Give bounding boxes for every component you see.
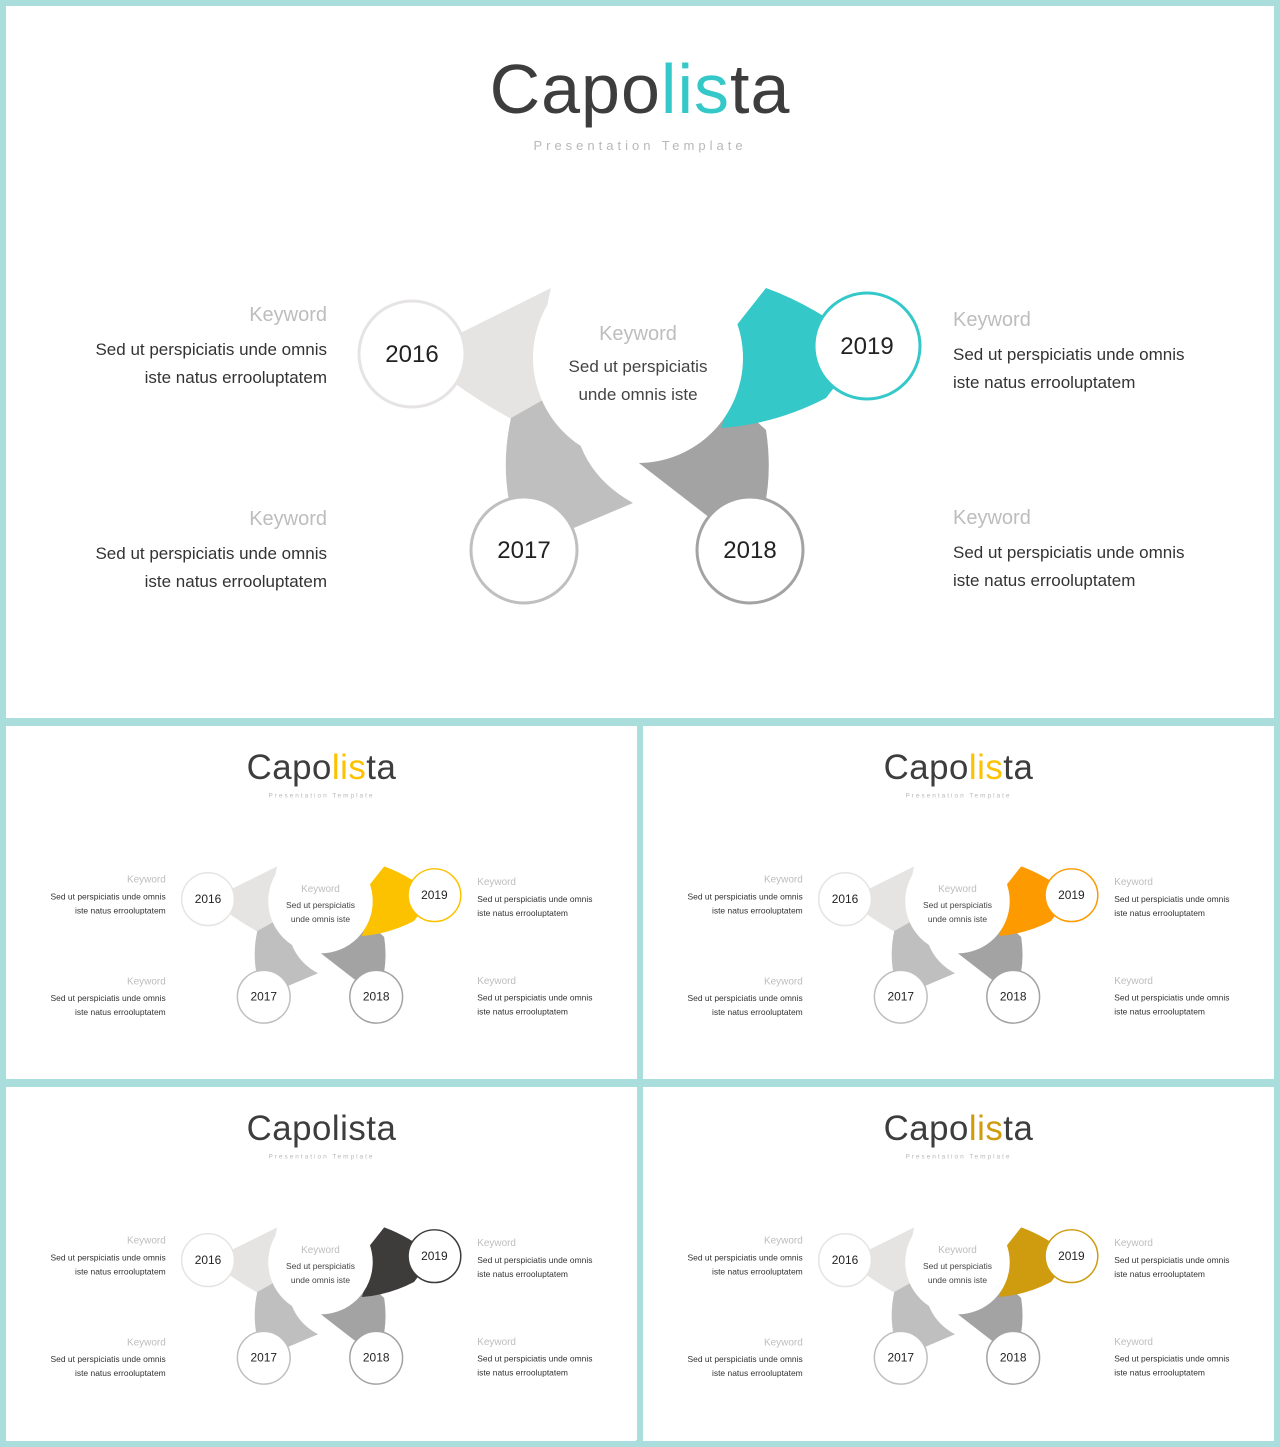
text-block-2019 — [1114, 876, 1243, 921]
center-line2: unde omnis iste — [578, 385, 698, 404]
text-block-2016 — [673, 873, 802, 918]
block-line1: Sed ut perspiciatis unde omnis — [687, 1354, 803, 1365]
block-line2: iste natus errooluptatem — [953, 373, 1136, 392]
block-keyword: Keyword — [1114, 876, 1153, 888]
text-block-2019 — [477, 876, 606, 921]
center-line2: unde omnis iste — [927, 914, 988, 925]
brand-title-highlight: lis — [968, 1108, 1004, 1148]
year-label-2018: 2018 — [723, 537, 777, 564]
brand-subtitle: Presentation Template — [905, 791, 1012, 800]
year-label-2016: 2016 — [831, 1253, 859, 1268]
year-label-2018: 2018 — [362, 989, 390, 1004]
slide-thumbnail-dark[interactable] — [6, 1087, 637, 1440]
block-line1: Sed ut perspiciatis unde omnis — [50, 892, 166, 902]
year-label-2019: 2019 — [421, 888, 448, 903]
block-line1: Sed ut perspiciatis unde omnis — [477, 1255, 593, 1266]
center-line1: Sed ut perspiciatis — [568, 357, 708, 376]
text-block-2016 — [36, 1234, 165, 1279]
year-label-2017: 2017 — [250, 989, 278, 1004]
text-block-2019 — [953, 307, 1213, 397]
block-line1: Sed ut perspiciatis unde omnis — [50, 1253, 166, 1263]
block-line2: iste natus errooluptatem — [477, 1368, 568, 1378]
brand-title-part1: Capo — [489, 50, 661, 128]
block-keyword: Keyword — [477, 1237, 516, 1249]
center-keyword: Keyword — [301, 884, 340, 896]
text-block-2016 — [36, 873, 165, 918]
block-line1: Sed ut perspiciatis unde omnis — [687, 1253, 803, 1263]
slide-thumbnail-gold[interactable] — [643, 1087, 1274, 1440]
block-keyword: Keyword — [477, 1336, 516, 1348]
slide-main[interactable] — [6, 6, 1274, 718]
block-line2: iste natus errooluptatem — [711, 906, 803, 916]
year-label-2019: 2019 — [1058, 1249, 1085, 1264]
text-block-2017 — [673, 1336, 802, 1381]
block-keyword: Keyword — [764, 975, 803, 987]
block-line1: Sed ut perspiciatis unde omnis — [687, 993, 803, 1004]
block-keyword: Keyword — [249, 304, 327, 326]
block-line2: iste natus errooluptatem — [144, 572, 327, 591]
text-block-2019 — [1114, 1237, 1243, 1282]
brand-subtitle: Presentation Template — [268, 791, 375, 800]
block-line1: Sed ut perspiciatis unde omnis — [953, 543, 1185, 562]
text-block-2019 — [477, 1237, 606, 1282]
year-label-2019: 2019 — [1058, 888, 1085, 903]
block-keyword: Keyword — [764, 1235, 803, 1247]
block-keyword: Keyword — [477, 975, 516, 987]
year-label-2018: 2018 — [999, 989, 1027, 1004]
block-line1: Sed ut perspiciatis unde omnis — [1114, 1255, 1230, 1266]
block-line2: iste natus errooluptatem — [711, 1267, 803, 1277]
block-line1: Sed ut perspiciatis unde omnis — [687, 892, 803, 902]
block-keyword: Keyword — [127, 874, 166, 886]
center-line1: Sed ut perspiciatis — [286, 1261, 355, 1272]
brand-title-part3: ta — [730, 50, 791, 128]
text-block-2017 — [67, 506, 327, 596]
year-label-2019: 2019 — [840, 333, 894, 360]
center-line1: Sed ut perspiciatis — [286, 900, 355, 911]
block-keyword: Keyword — [127, 1235, 166, 1247]
year-label-2016: 2016 — [194, 1253, 222, 1268]
year-label-2017: 2017 — [887, 1350, 915, 1365]
year-label-2016: 2016 — [385, 341, 439, 368]
block-line1: Sed ut perspiciatis unde omnis — [95, 544, 327, 563]
text-block-2018 — [1114, 974, 1243, 1019]
center-keyword: Keyword — [301, 1245, 340, 1257]
block-line1: Sed ut perspiciatis unde omnis — [1114, 894, 1230, 905]
block-keyword: Keyword — [764, 874, 803, 886]
brand-title-part1: Capo — [883, 1108, 969, 1148]
block-line2: iste natus errooluptatem — [1114, 1007, 1205, 1017]
center-keyword: Keyword — [938, 1245, 977, 1257]
block-line1: Sed ut perspiciatis unde omnis — [1114, 1354, 1230, 1364]
brand-title-part3: ta — [366, 747, 397, 787]
center-line1: Sed ut perspiciatis — [923, 1261, 992, 1272]
brand-title-part1: Capo — [246, 1108, 332, 1148]
text-block-2018 — [477, 974, 606, 1019]
year-label-2016: 2016 — [194, 892, 222, 907]
block-keyword: Keyword — [953, 309, 1031, 331]
year-label-2016: 2016 — [831, 892, 859, 907]
block-line2: iste natus errooluptatem — [953, 571, 1136, 590]
text-block-2017 — [673, 975, 802, 1020]
year-label-2017: 2017 — [497, 537, 551, 564]
brand-title-highlight: lis — [331, 747, 367, 787]
block-line2: iste natus errooluptatem — [711, 1007, 803, 1018]
block-keyword: Keyword — [477, 876, 516, 888]
text-block-2017 — [36, 975, 165, 1020]
slide-separator — [636, 718, 643, 1447]
center-line2: unde omnis iste — [927, 1275, 988, 1286]
block-line1: Sed ut perspiciatis unde omnis — [477, 894, 593, 905]
text-block-2016 — [67, 302, 327, 392]
block-keyword: Keyword — [1114, 1336, 1153, 1348]
slide-thumbnail-orange[interactable] — [643, 726, 1274, 1079]
block-line2: iste natus errooluptatem — [74, 906, 166, 916]
year-label-2017: 2017 — [887, 989, 915, 1004]
center-line2: unde omnis iste — [290, 914, 351, 925]
block-line1: Sed ut perspiciatis unde omnis — [477, 993, 593, 1003]
block-line2: iste natus errooluptatem — [74, 1368, 166, 1379]
block-keyword: Keyword — [127, 1336, 166, 1348]
year-label-2017: 2017 — [250, 1350, 278, 1365]
block-keyword: Keyword — [764, 1336, 803, 1348]
center-line2: unde omnis iste — [290, 1275, 351, 1286]
block-line2: iste natus errooluptatem — [711, 1368, 803, 1379]
brand-subtitle: Presentation Template — [533, 138, 747, 153]
center-keyword: Keyword — [599, 323, 677, 345]
block-line1: Sed ut perspiciatis unde omnis — [477, 1354, 593, 1364]
block-keyword: Keyword — [1114, 975, 1153, 987]
brand-title-part3: ta — [366, 1108, 397, 1148]
block-line2: iste natus errooluptatem — [1114, 1269, 1205, 1280]
center-keyword: Keyword — [938, 884, 977, 896]
brand-title-highlight: lis — [331, 1108, 367, 1148]
block-line1: Sed ut perspiciatis unde omnis — [1114, 993, 1230, 1003]
block-line2: iste natus errooluptatem — [1114, 1368, 1205, 1378]
block-line1: Sed ut perspiciatis unde omnis — [95, 340, 327, 359]
block-line2: iste natus errooluptatem — [477, 1269, 568, 1280]
text-block-2017 — [36, 1336, 165, 1381]
text-block-2018 — [953, 505, 1213, 595]
year-label-2019: 2019 — [421, 1249, 448, 1264]
block-keyword: Keyword — [953, 507, 1031, 529]
brand-title-highlight: lis — [968, 747, 1004, 787]
brand-title-part1: Capo — [883, 747, 969, 787]
block-line1: Sed ut perspiciatis unde omnis — [50, 993, 166, 1004]
brand-title-part3: ta — [1003, 1108, 1034, 1148]
brand-subtitle: Presentation Template — [268, 1152, 375, 1161]
block-line2: iste natus errooluptatem — [477, 1007, 568, 1017]
block-line2: iste natus errooluptatem — [1114, 908, 1205, 919]
block-line2: iste natus errooluptatem — [74, 1267, 166, 1277]
text-block-2018 — [477, 1335, 606, 1380]
slide-thumbnail-yellow[interactable] — [6, 726, 637, 1079]
text-block-2016 — [673, 1234, 802, 1279]
block-line1: Sed ut perspiciatis unde omnis — [50, 1354, 166, 1365]
block-keyword: Keyword — [1114, 1237, 1153, 1249]
brand-subtitle: Presentation Template — [905, 1152, 1012, 1161]
text-block-2018 — [1114, 1335, 1243, 1380]
brand-title-highlight: lis — [660, 50, 731, 128]
block-keyword: Keyword — [249, 508, 327, 530]
block-line2: iste natus errooluptatem — [144, 368, 327, 387]
brand-title-part3: ta — [1003, 747, 1034, 787]
block-line2: iste natus errooluptatem — [477, 908, 568, 919]
year-label-2018: 2018 — [999, 1350, 1027, 1365]
year-label-2018: 2018 — [362, 1350, 390, 1365]
center-line1: Sed ut perspiciatis — [923, 900, 992, 911]
brand-title-part1: Capo — [246, 747, 332, 787]
block-keyword: Keyword — [127, 975, 166, 987]
block-line1: Sed ut perspiciatis unde omnis — [953, 345, 1185, 364]
block-line2: iste natus errooluptatem — [74, 1007, 166, 1018]
